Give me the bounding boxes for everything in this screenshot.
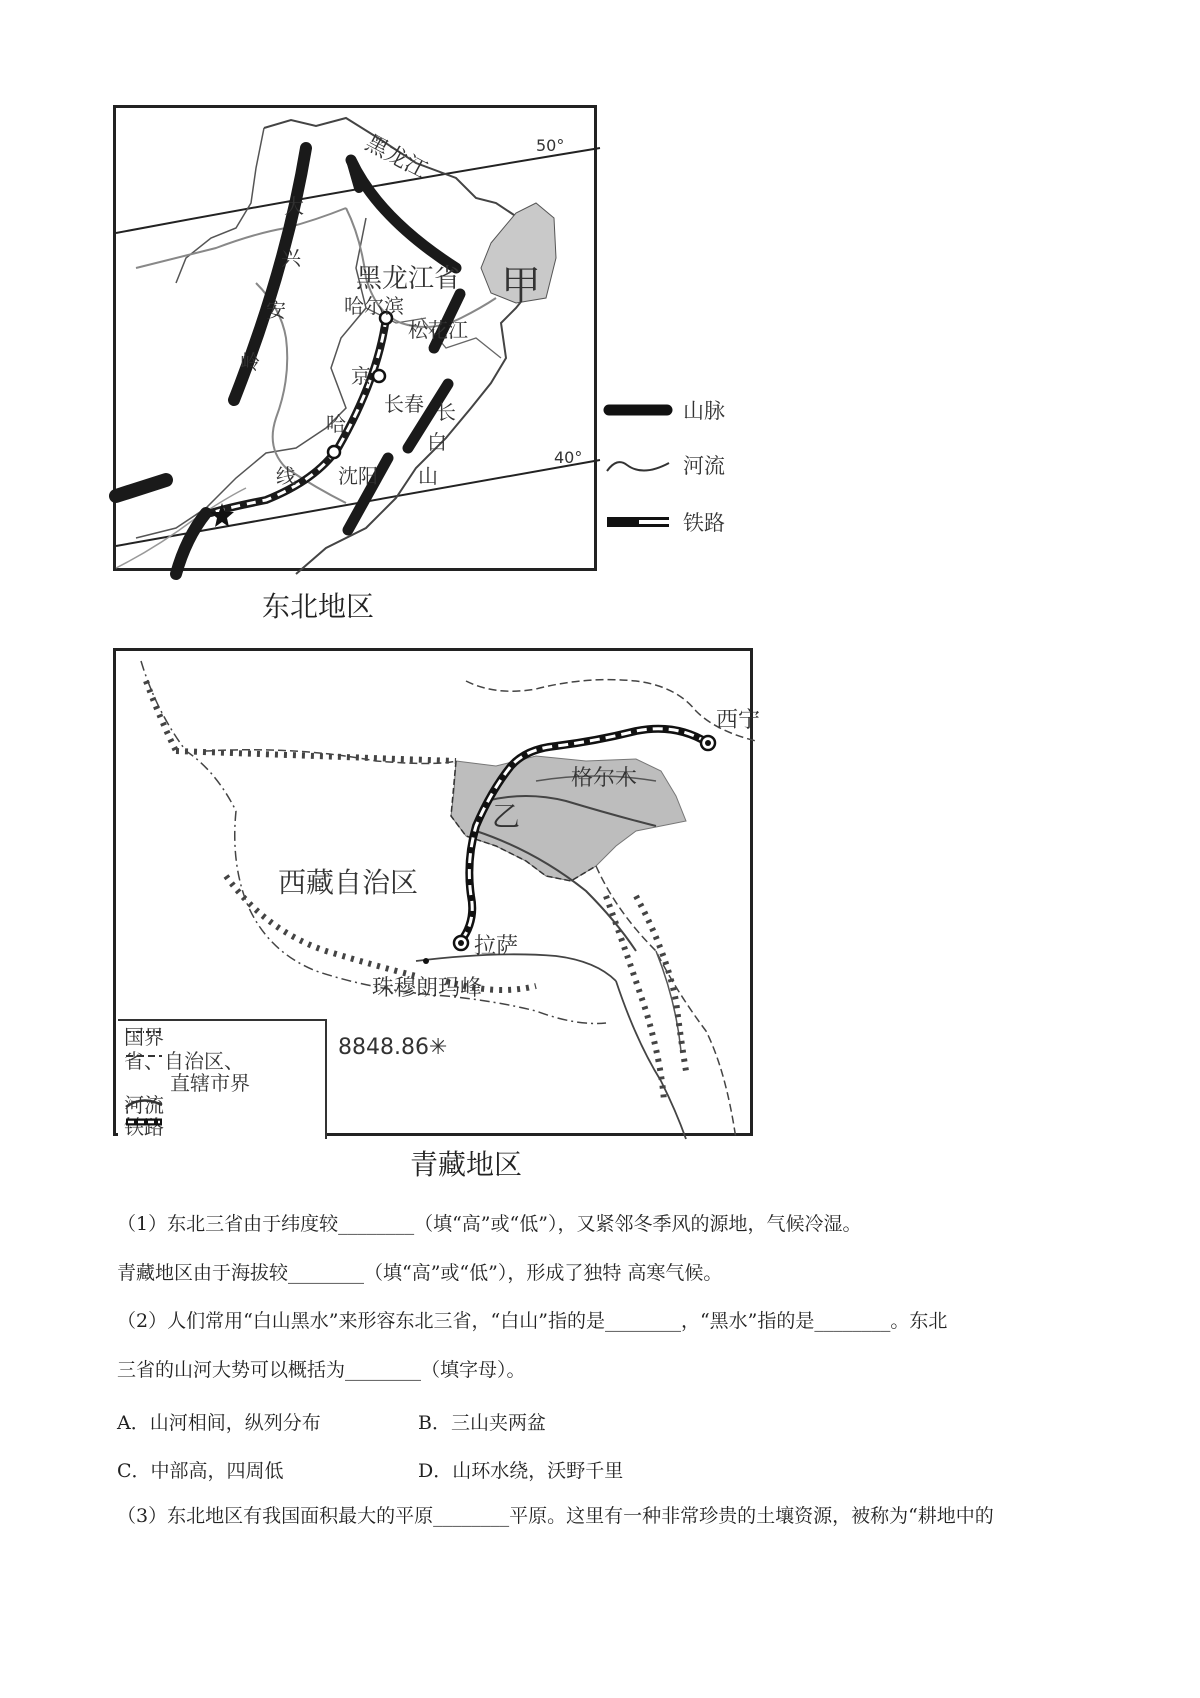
legend-river-label-2: 河流 — [124, 1093, 164, 1117]
legend-province-border — [124, 1051, 244, 1071]
region-jia-label: 甲 — [501, 263, 541, 309]
qinghai-tibet-map-caption: 青藏地区 — [410, 1148, 523, 1181]
changbaishan-char-3: 山 — [418, 464, 438, 488]
everest-height-label — [338, 1035, 447, 1060]
city-shenyang-label: 沈阳 — [338, 464, 378, 488]
national-border-icon — [124, 1027, 164, 1037]
legend-province-border-label-1: 省、自治区、 — [124, 1049, 244, 1073]
daxinganling-char-1: 大 — [284, 194, 304, 218]
legend-railway-2 — [124, 1117, 164, 1137]
city-changchun-label: 长春 — [384, 392, 424, 416]
question-1-line-1: （1）东北三省由于纬度较________（填“高”或“低”），又紧邻冬季风的源地，气候冷湿。 — [117, 1213, 862, 1235]
legend-railway-label: 铁路 — [683, 511, 725, 535]
question-2-line-2: 三省的山河大势可以概括为________（填字母）。 — [117, 1359, 526, 1381]
legend-province-border-cont — [170, 1073, 250, 1093]
mountain-legend-icon — [603, 400, 673, 420]
option-c: C．中部高，四周低 — [117, 1460, 284, 1482]
option-b: B．三山夹两盆 — [418, 1412, 546, 1434]
legend-national-border — [124, 1027, 164, 1047]
legend-mountain-label: 山脉 — [683, 399, 725, 423]
everest-name-label: 珠穆朗玛峰 — [372, 976, 483, 1001]
legend-river-label: 河流 — [683, 454, 725, 478]
heilongjiang-river-label: 黑龙江 — [361, 130, 432, 184]
legend-river — [603, 450, 725, 480]
legend-mountain — [603, 395, 725, 425]
qinghai-tibet-legend — [118, 1019, 327, 1139]
river-legend-icon-2 — [124, 1095, 164, 1109]
question-1-line-2: 青藏地区由于海拔较________（填“高”或“低”），形成了独特 高寒气候。 — [117, 1262, 723, 1284]
peak-icon: ✳ — [428, 1035, 448, 1060]
northeast-map-caption: 东北地区 — [262, 590, 375, 623]
province-label: 黑龙江省 — [356, 264, 461, 294]
railway-legend-icon-2 — [124, 1117, 164, 1127]
province-border-icon — [124, 1051, 164, 1061]
legend-province-border-label-2: 直辖市界 — [170, 1071, 250, 1095]
legend-railway-label-2: 铁路 — [124, 1115, 164, 1139]
everest-height-value: 8848.86 — [338, 1035, 429, 1060]
city-geermu-label: 格尔木 — [571, 766, 638, 791]
songhuajiang-label: 松花江 — [408, 318, 468, 342]
question-3-line-1: （3）东北地区有我国面积最大的平原________平原。这里有一种非常珍贵的土壤资源，被称为“耕地中的 — [117, 1505, 994, 1527]
railway-char-1: 京 — [351, 364, 371, 388]
city-xining-label: 西宁 — [716, 708, 761, 733]
legend-river-2 — [124, 1095, 164, 1115]
region-yi-label: 乙 — [492, 800, 521, 833]
latitude-50-label: 50° — [536, 136, 565, 155]
railway-char-3: 线 — [276, 464, 296, 488]
legend-national-border-label: 国界 — [124, 1025, 164, 1049]
option-d: D．山环水绕，沃野千里 — [418, 1460, 624, 1482]
daxinganling-char-4: 岭 — [240, 350, 260, 374]
river-legend-icon — [603, 453, 673, 477]
daxinganling-char-3: 安 — [266, 298, 286, 322]
changbaishan-char-1: 长 — [436, 400, 456, 424]
northeast-map-drawing — [116, 108, 600, 574]
qinghai-tibet-map — [113, 648, 761, 1139]
railway-legend-icon — [603, 512, 673, 532]
railway-char-2: 哈 — [326, 412, 346, 436]
latitude-40-label: 40° — [554, 448, 583, 467]
daxinganling-char-2: 兴 — [281, 246, 301, 270]
option-a: A．山河相间，纵列分布 — [117, 1412, 321, 1434]
city-lasa-label: 拉萨 — [474, 934, 519, 959]
tibet-region-label: 西藏自治区 — [278, 866, 419, 899]
legend-railway — [603, 507, 725, 537]
changbaishan-char-2: 白 — [427, 430, 447, 454]
question-2-line-1: （2）人们常用“白山黑水”来形容东北三省，“白山”指的是________，“黑水”指的是________。东北 — [117, 1310, 948, 1332]
city-harbin-label: 哈尔滨 — [344, 294, 404, 318]
northeast-map — [113, 105, 597, 571]
